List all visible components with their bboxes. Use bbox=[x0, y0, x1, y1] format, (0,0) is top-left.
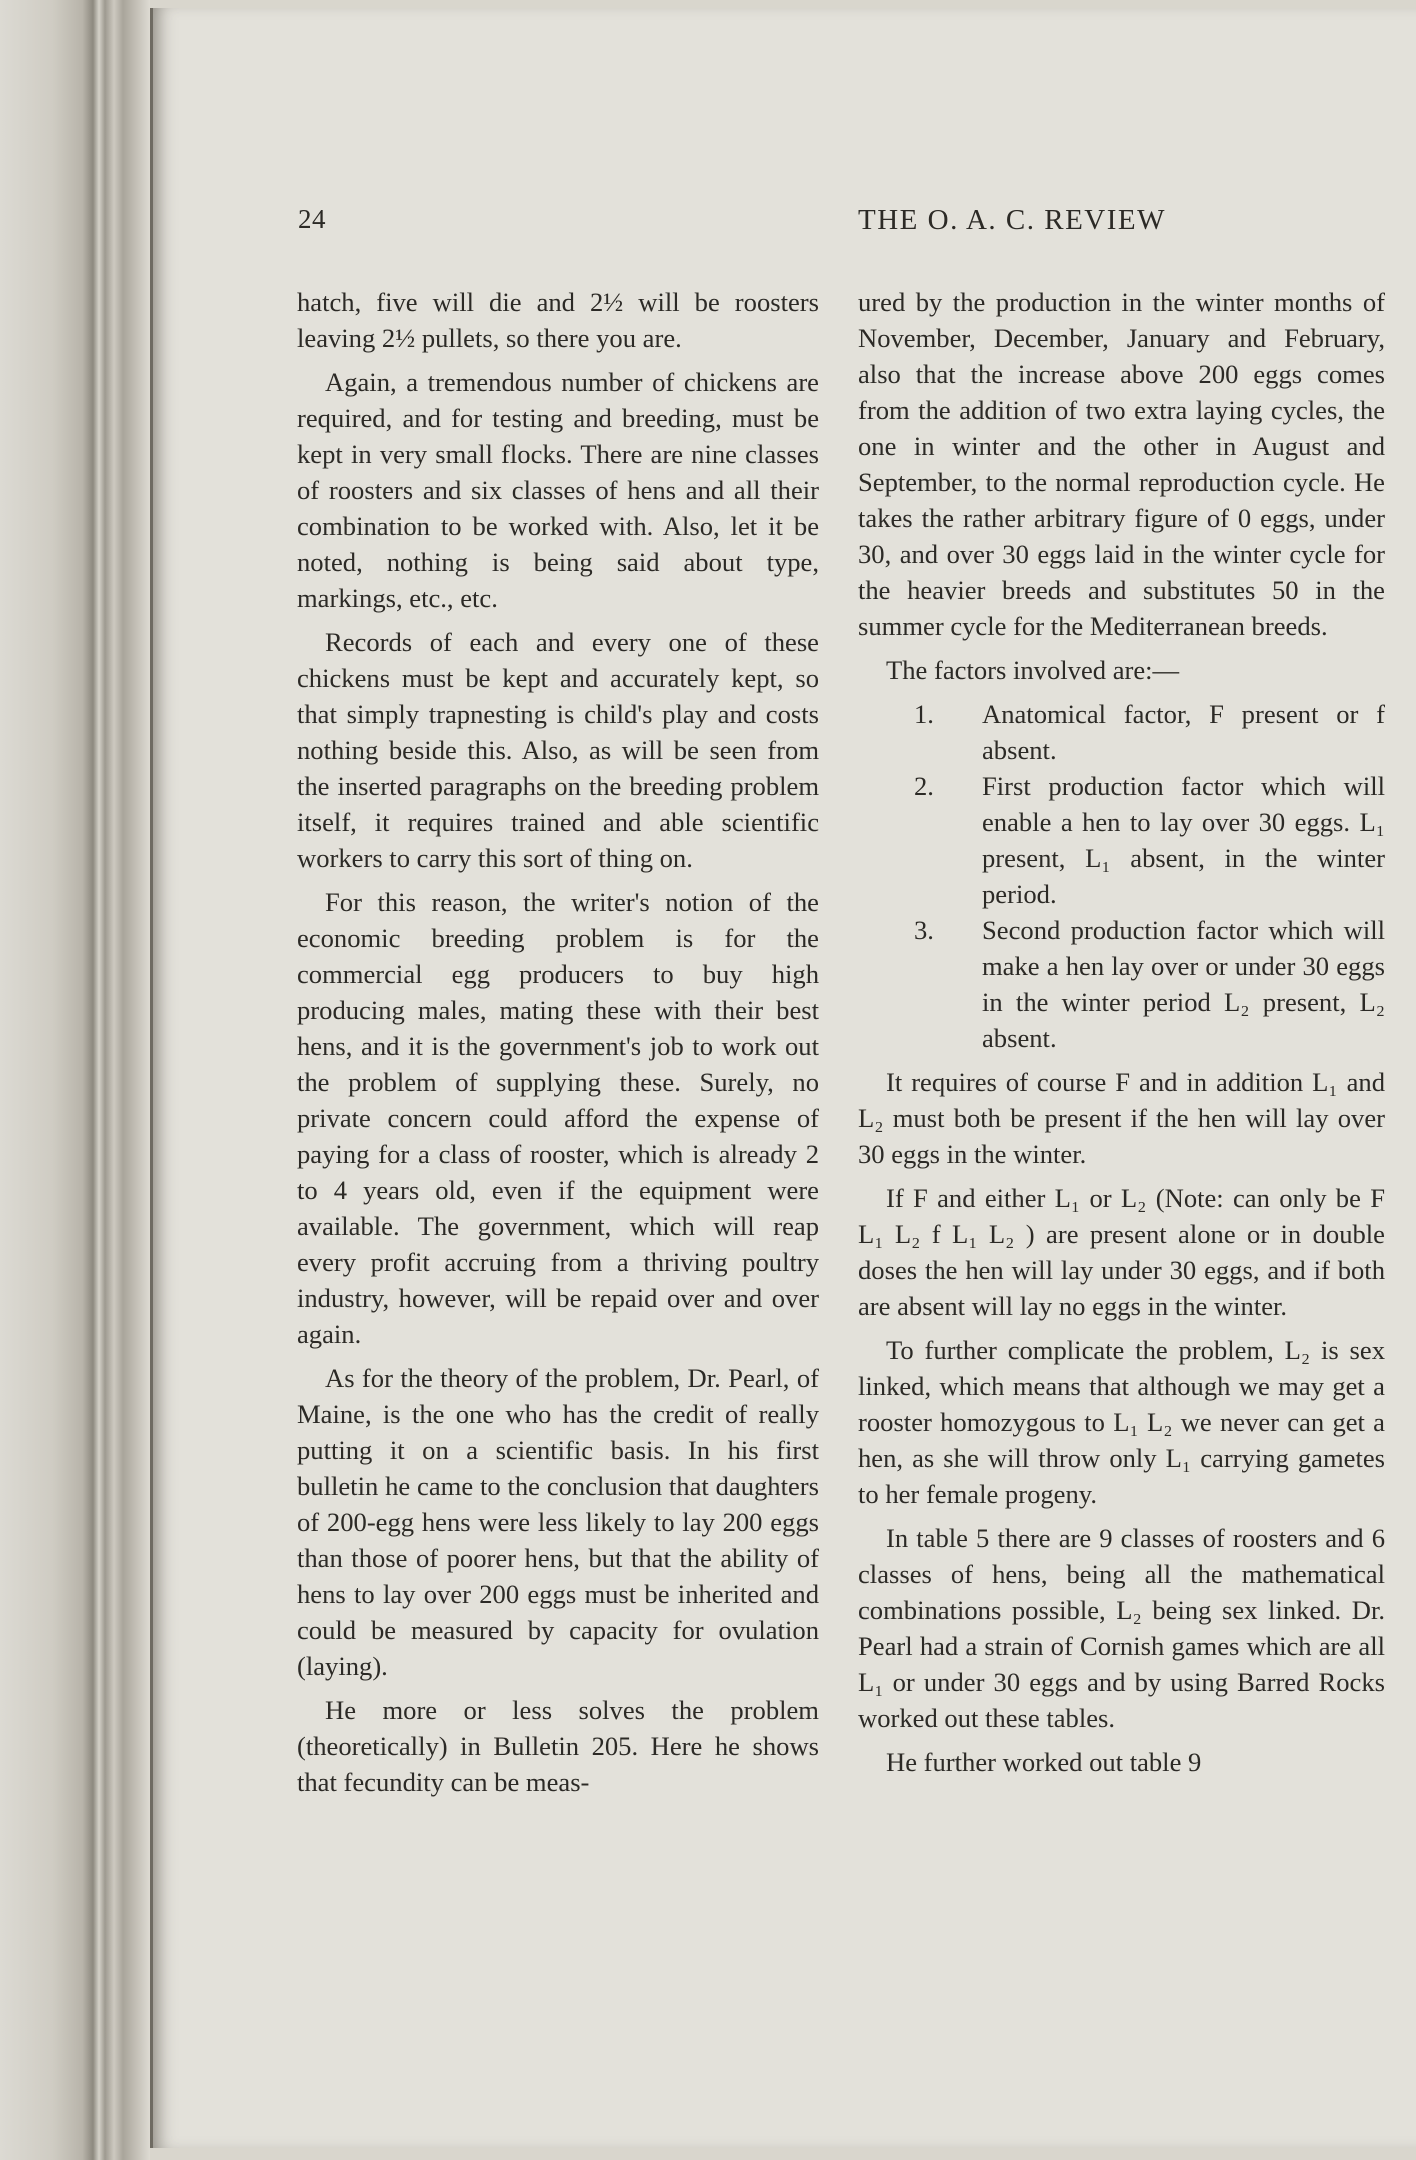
paragraph: In table 5 there are 9 classes of roosters and 6 classes of hens, being all the mathematical combinations possible, L₂ being sex linked. Dr. Pearl had a strain of Cornish games which are all L₁ or under 30 eggs and by using Barred Rocks worked out these tables. bbox=[858, 1523, 1385, 1733]
list-number: 3. bbox=[914, 915, 934, 945]
paragraph: ured by the production in the winter months of November, December, January and February, also that the increase above 200 eggs comes from the addition of two extra laying cycles, the one in winter and the other in August and September, to the normal reproduction cycle. He takes the rather arbitrary figure of 0 eggs, under 30, and over 30 eggs laid in the winter cycle for the heavier breeds and substitutes 50 in the summer cycle for the Mediterranean breeds. bbox=[858, 287, 1385, 641]
list-number: 1. bbox=[914, 699, 934, 729]
factors-lead: The factors involved are:— bbox=[886, 655, 1180, 685]
list-item bbox=[858, 912, 1385, 1056]
paragraph: It requires of course F and in addition L₁ and L₂ must both be present if the hen will lay over 30 eggs in the winter. bbox=[858, 1067, 1385, 1169]
paragraph: For this reason, the writer's notion of the economic breeding problem is for the commercial egg producers to buy high producing males, mating these with their best hens, and it is the government's job to work out the problem of supplying these. Surely, no private concern could afford the expense of paying for a class of rooster, which is already 2 to 4 years old, even if the equipment were available. The government, which will reap every profit accruing from a thriving poultry industry, however, will be repaid over and over again. bbox=[297, 887, 819, 1349]
list-text: Second production factor which will make a hen lay over or under 30 eggs in the winter period L₂ present, L₂ absent. bbox=[982, 915, 1385, 1053]
paragraph: Records of each and every one of these chickens must be kept and accurately kept, so that simply trapnesting is child's play and costs nothing beside this. Also, as will be seen from the inserted paragraphs on the breeding problem itself, it requires trained and able scientific workers to carry this sort of thing on. bbox=[297, 627, 819, 873]
running-head: THE O. A. C. REVIEW bbox=[858, 204, 1166, 236]
left-column bbox=[297, 284, 819, 1808]
paragraph: As for the theory of the problem, Dr. Pearl, of Maine, is the one who has the credit of really putting it on a scientific basis. In his first bulletin he came to the conclusion that daughters of 200-egg hens were less likely to lay 200 eggs than those of poorer hens, but that the ability of hens to lay over 200 eggs must be inherited and could be measured by capacity for ovulation (laying). bbox=[297, 1363, 819, 1681]
list-number: 2. bbox=[914, 771, 934, 801]
paragraph: He more or less solves the problem (theoretically) in Bulletin 205. Here he shows that fecundity can be meas- bbox=[297, 1695, 819, 1797]
right-column bbox=[858, 284, 1385, 1788]
paragraph: hatch, five will die and 2½ will be roosters leaving 2½ pullets, so there you are. bbox=[297, 287, 819, 353]
list-item bbox=[858, 696, 1385, 768]
page-header bbox=[298, 204, 1408, 254]
page-number: 24 bbox=[298, 204, 326, 234]
list-text: Anatomical factor, F present or f absent. bbox=[982, 699, 1385, 765]
factors-list bbox=[858, 696, 1385, 1056]
book-page bbox=[150, 8, 1416, 2148]
list-item bbox=[858, 768, 1385, 912]
paragraph: If F and either L₁ or L₂ (Note: can only be F L₁ L₂ f L₁ L₂ ) are present alone or in double doses the hen will lay under 30 eggs, and if both are absent will lay no eggs in the winter. bbox=[858, 1183, 1385, 1321]
list-text: First production factor which will enable a hen to lay over 30 eggs. L₁ present, L₁ absent, in the winter period. bbox=[982, 771, 1385, 909]
paragraph: He further worked out table 9 bbox=[886, 1747, 1202, 1777]
paragraph: Again, a tremendous number of chickens are required, and for testing and breeding, must be kept in very small flocks. There are nine classes of roosters and six classes of hens and all their combination to be worked with. Also, let it be noted, nothing is being said about type, markings, etc., etc. bbox=[297, 367, 819, 613]
paragraph: To further complicate the problem, L₂ is sex linked, which means that although we may get a rooster homozygous to L₁ L₂ we never can get a hen, as she will throw only L₁ carrying gametes to her female progeny. bbox=[858, 1335, 1385, 1509]
book-binding-edge bbox=[0, 0, 150, 2160]
